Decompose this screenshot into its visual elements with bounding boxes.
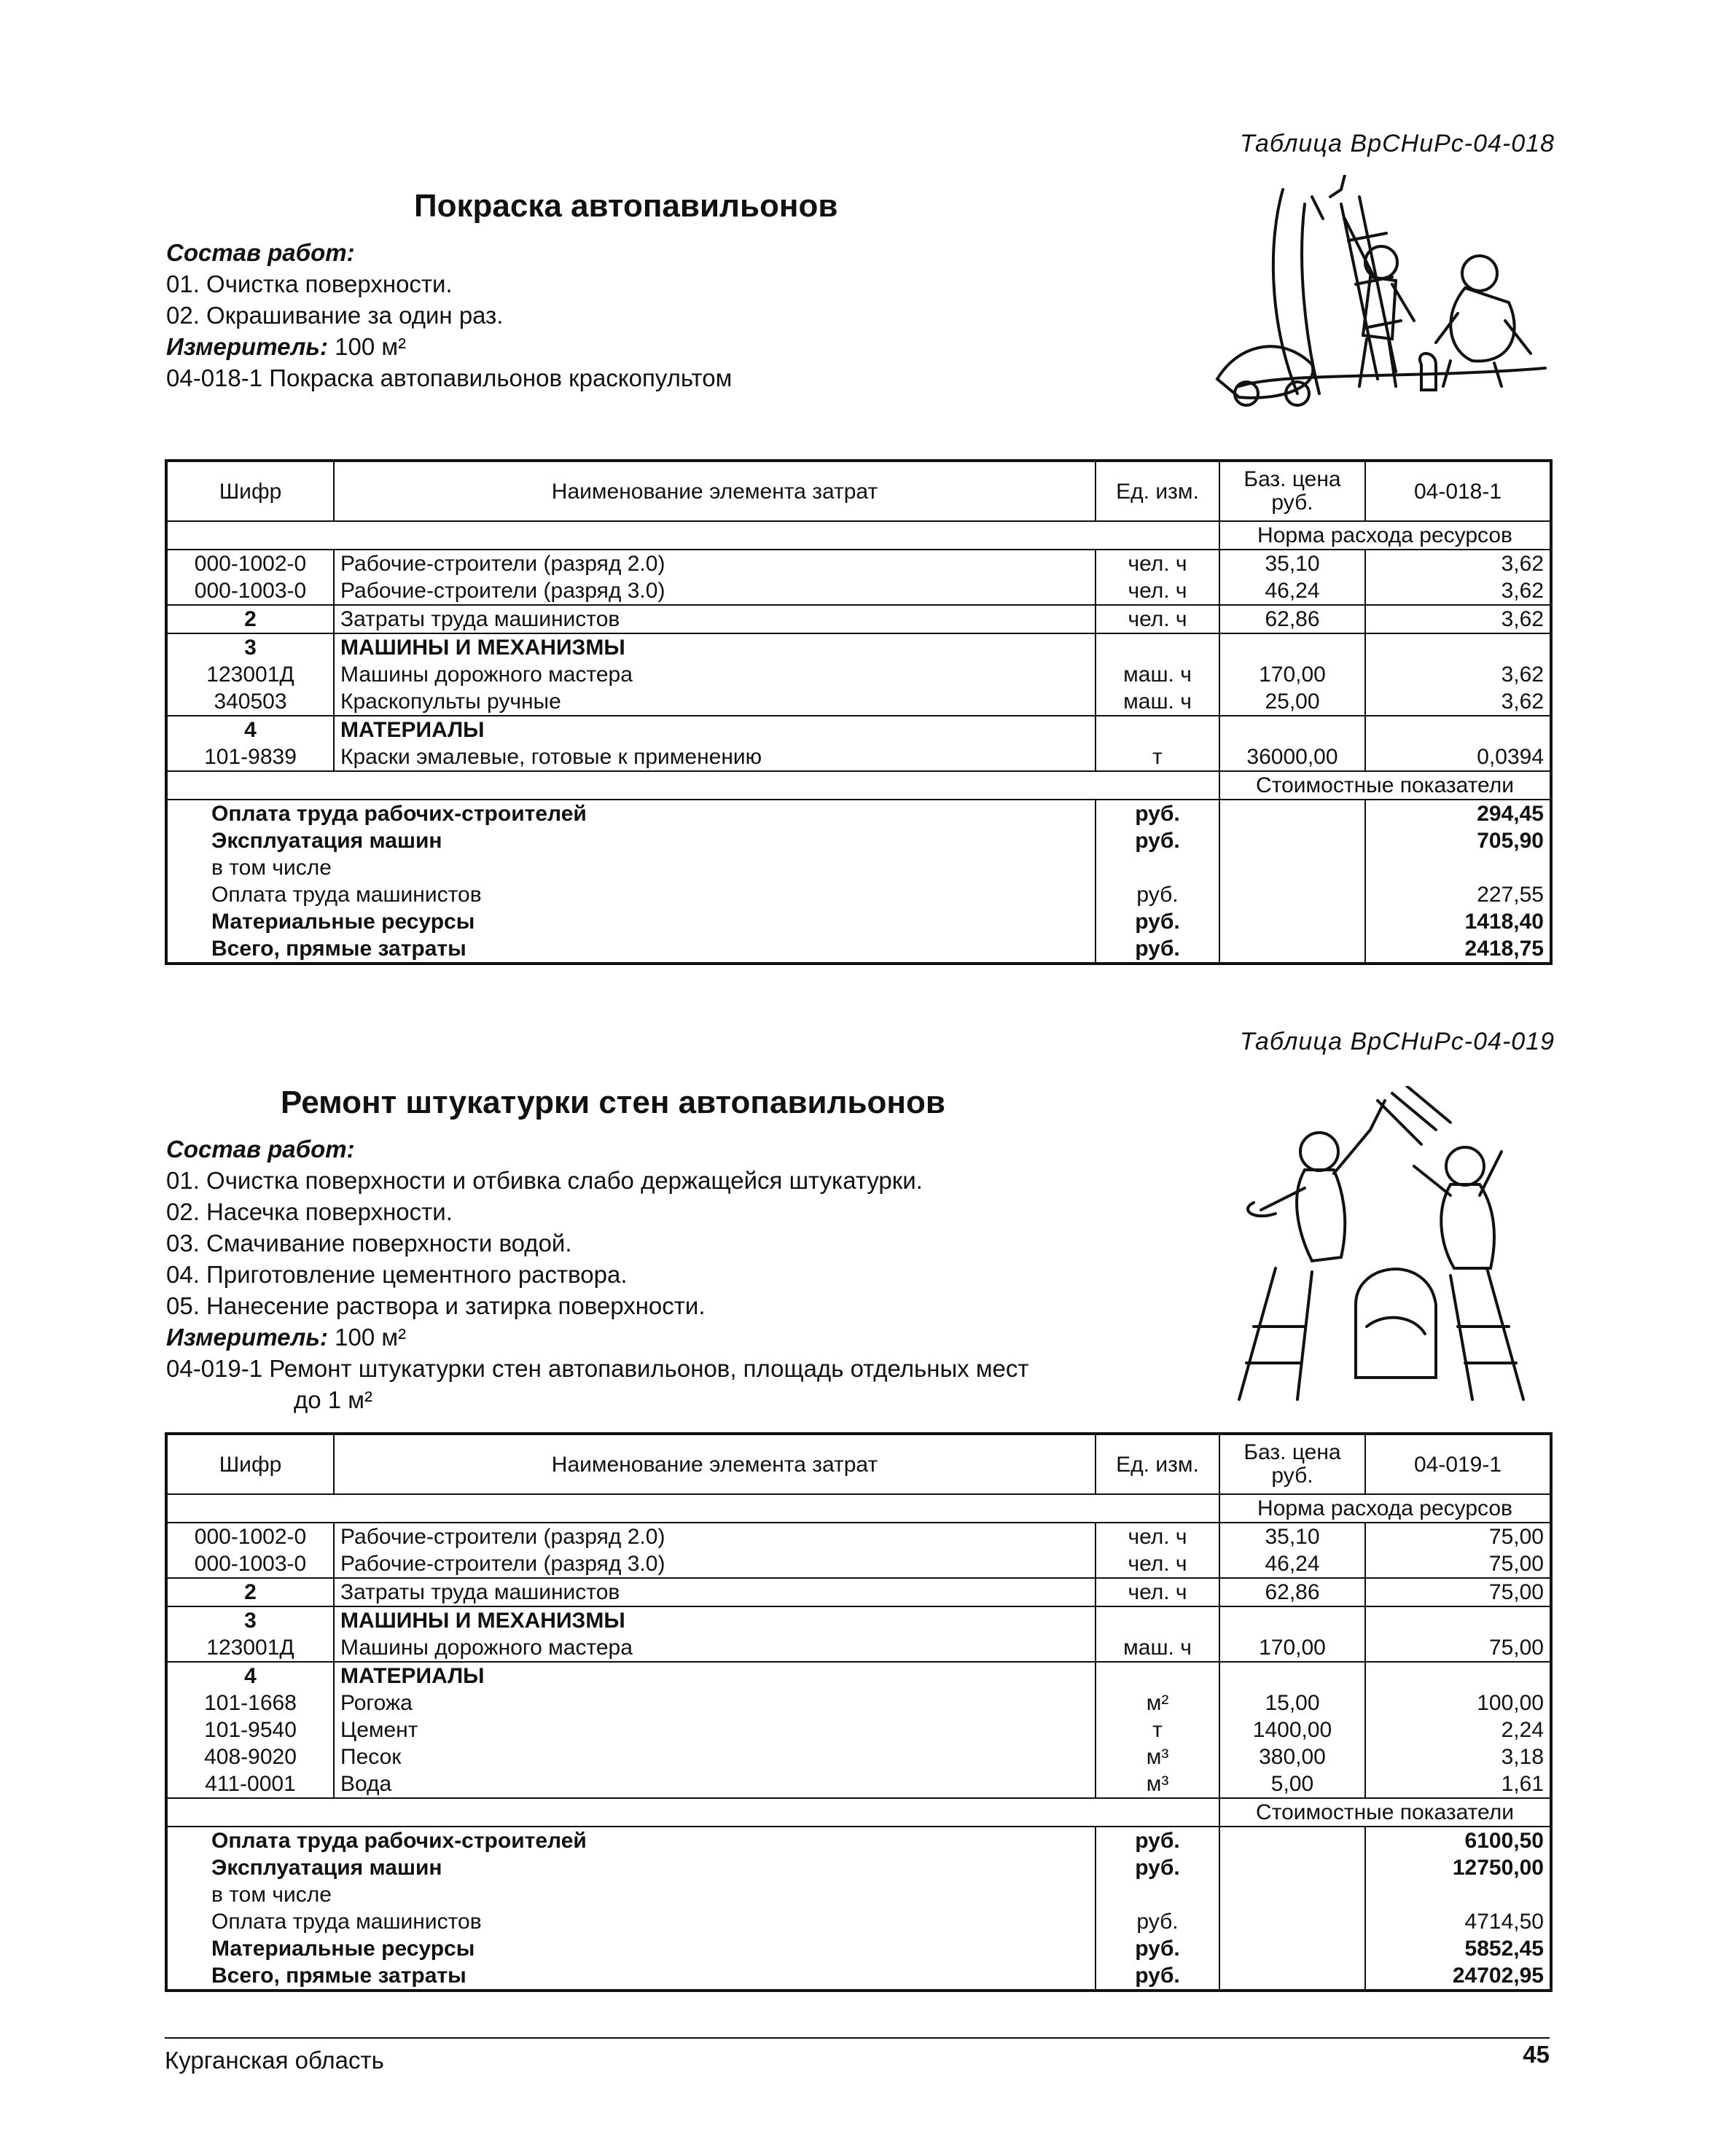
row-name: Цемент <box>334 1716 1096 1743</box>
cost-band-row <box>166 771 1551 800</box>
meter-label: Измеритель: <box>166 333 328 360</box>
section-title: Покраска автопавильонов <box>414 188 838 224</box>
work-step: 01. Очистка поверхности и отбивка слабо держащейся штукатурки. <box>166 1167 923 1194</box>
work-description <box>166 1133 1029 1415</box>
cost-unit: руб. <box>1096 827 1219 854</box>
col-header-unit: Ед. изм. <box>1096 461 1219 521</box>
row-unit: маш. ч <box>1096 688 1219 716</box>
row-price: 46,24 <box>1219 577 1365 605</box>
cost-value: 227,55 <box>1477 883 1544 907</box>
table-id: Таблица ВрСНиРс-04-018 <box>1239 130 1555 157</box>
cost-name: Эксплуатация машин <box>166 827 1096 854</box>
row-unit: чел. ч <box>1096 577 1219 605</box>
cost-name: Оплата труда машинистов <box>166 881 1096 908</box>
row-code: 3 <box>166 633 334 661</box>
row-value: 3,62 <box>1501 663 1544 687</box>
cost-row <box>166 1962 1551 1991</box>
row-unit: маш. ч <box>1096 661 1219 688</box>
row-unit: м² <box>1096 1690 1219 1716</box>
row-price <box>1219 1662 1365 1690</box>
cost-name: Материальные ресурсы <box>166 908 1096 935</box>
resource-row <box>166 1634 1551 1662</box>
code-description-cont: до 1 м² <box>294 1386 372 1413</box>
cost-price-empty <box>1219 1854 1365 1881</box>
row-unit <box>1096 1662 1219 1690</box>
row-price: 25,00 <box>1219 688 1365 716</box>
cost-value: 705,90 <box>1477 829 1544 853</box>
cost-name: Оплата труда рабочих-строителей <box>166 1827 1096 1854</box>
cost-unit: руб. <box>1096 1827 1219 1854</box>
resource-row <box>166 550 1551 577</box>
row-price: 1400,00 <box>1219 1716 1365 1743</box>
cost-row <box>166 1908 1551 1935</box>
resource-row <box>166 577 1551 605</box>
resource-row <box>166 661 1551 688</box>
resource-row <box>166 1662 1551 1690</box>
row-value: 75,00 <box>1488 1552 1544 1576</box>
row-code: 2 <box>166 605 334 633</box>
cost-value: 294,45 <box>1477 802 1544 826</box>
row-price: 35,10 <box>1219 1523 1365 1550</box>
cost-row <box>166 1881 1551 1908</box>
row-price: 36000,00 <box>1219 743 1365 771</box>
col-header-rate: 04-018-1 <box>1365 461 1551 521</box>
row-price <box>1219 716 1365 743</box>
row-unit: м³ <box>1096 1743 1219 1770</box>
row-unit: м³ <box>1096 1770 1219 1798</box>
plasterers-illustration <box>1210 1086 1553 1407</box>
cost-price-empty <box>1219 881 1365 908</box>
row-code: 4 <box>166 716 334 743</box>
row-name: Рабочие-строители (разряд 3.0) <box>334 1550 1096 1578</box>
row-value: 75,00 <box>1488 1525 1544 1549</box>
cost-name: Оплата труда машинистов <box>166 1908 1096 1935</box>
resource-row <box>166 1523 1551 1550</box>
cost-price-empty <box>1219 908 1365 935</box>
cost-row <box>166 1854 1551 1881</box>
row-code: 101-1668 <box>166 1690 334 1716</box>
row-unit: чел. ч <box>1096 550 1219 577</box>
row-name: Вода <box>334 1770 1096 1798</box>
row-price: 170,00 <box>1219 661 1365 688</box>
cost-value: 4714,50 <box>1464 1910 1544 1934</box>
cost-name: в том числе <box>166 1881 1096 1908</box>
row-value: 2,24 <box>1501 1718 1544 1742</box>
row-code: 408-9020 <box>166 1743 334 1770</box>
row-name: Рогожа <box>334 1690 1096 1716</box>
row-price <box>1219 633 1365 661</box>
resource-row <box>166 605 1551 633</box>
row-code: 340503 <box>166 688 334 716</box>
cost-price-empty <box>1219 1908 1365 1935</box>
cost-row <box>166 881 1551 908</box>
cost-name: Эксплуатация машин <box>166 1854 1096 1881</box>
row-unit <box>1096 716 1219 743</box>
row-price <box>1219 1606 1365 1634</box>
row-value: 0,0394 <box>1477 745 1544 769</box>
cost-value: 2418,75 <box>1464 937 1544 961</box>
col-header-price: Баз. цена руб. <box>1219 1434 1365 1494</box>
cost-row <box>166 1827 1551 1854</box>
row-code: 411-0001 <box>166 1770 334 1798</box>
resource-row <box>166 688 1551 716</box>
cost-price-empty <box>1219 1962 1365 1991</box>
row-name: МАТЕРИАЛЫ <box>334 1662 1096 1690</box>
cost-label: Стоимостные показатели <box>1219 1798 1551 1827</box>
composition-label: Состав работ: <box>166 1136 355 1163</box>
row-value: 3,62 <box>1501 579 1544 603</box>
col-header-code: Шифр <box>166 1434 334 1494</box>
row-unit: маш. ч <box>1096 1634 1219 1662</box>
cost-row <box>166 854 1551 881</box>
row-value <box>1365 633 1551 661</box>
cost-unit: руб. <box>1096 1962 1219 1991</box>
footer-divider <box>165 2037 1550 2039</box>
row-name: Рабочие-строители (разряд 2.0) <box>334 550 1096 577</box>
row-code: 101-9839 <box>166 743 334 771</box>
cost-name: Всего, прямые затраты <box>166 935 1096 964</box>
col-header-code: Шифр <box>166 461 334 521</box>
row-price: 46,24 <box>1219 1550 1365 1578</box>
norm-label: Норма расхода ресурсов <box>1219 521 1551 550</box>
col-header-name: Наименование элемента затрат <box>334 1434 1096 1494</box>
cost-unit: руб. <box>1096 881 1219 908</box>
row-unit: чел. ч <box>1096 1523 1219 1550</box>
row-unit: чел. ч <box>1096 605 1219 633</box>
norm-band-row <box>166 1494 1551 1523</box>
composition-label: Состав работ: <box>166 239 355 266</box>
footer-region: Курганская область <box>165 2047 384 2074</box>
row-price: 15,00 <box>1219 1690 1365 1716</box>
cost-row <box>166 827 1551 854</box>
row-code: 123001Д <box>166 1634 334 1662</box>
row-unit: чел. ч <box>1096 1578 1219 1606</box>
resource-row <box>166 1770 1551 1798</box>
row-value: 75,00 <box>1488 1636 1544 1660</box>
cost-row <box>166 908 1551 935</box>
cost-row <box>166 800 1551 827</box>
cost-unit: руб. <box>1096 1935 1219 1962</box>
row-name: Машины дорожного мастера <box>334 1634 1096 1662</box>
cost-price-empty <box>1219 800 1365 827</box>
row-value: 3,18 <box>1501 1745 1544 1769</box>
meter-value: 100 м² <box>335 1324 407 1351</box>
col-header-unit: Ед. изм. <box>1096 1434 1219 1494</box>
resource-row <box>166 716 1551 743</box>
cost-band-row <box>166 1798 1551 1827</box>
cost-unit <box>1096 854 1219 881</box>
cost-value: 12750,00 <box>1452 1856 1544 1880</box>
norm-band-row <box>166 521 1551 550</box>
cost-price-empty <box>1219 1935 1365 1962</box>
cost-unit: руб. <box>1096 908 1219 935</box>
row-name: Краски эмалевые, готовые к применению <box>334 743 1096 771</box>
row-value: 3,62 <box>1365 605 1551 633</box>
cost-value: 24702,95 <box>1452 1964 1544 1988</box>
cost-unit: руб. <box>1096 800 1219 827</box>
row-name: Затраты труда машинистов <box>334 1578 1096 1606</box>
row-name: МАШИНЫ И МЕХАНИЗМЫ <box>334 1606 1096 1634</box>
cost-name: Материальные ресурсы <box>166 1935 1096 1962</box>
meter-value: 100 м² <box>335 333 407 360</box>
work-step: 02. Окрашивание за один раз. <box>166 302 504 329</box>
meter-label: Измеритель: <box>166 1324 328 1351</box>
work-step: 05. Нанесение раствора и затирка поверхности. <box>166 1292 706 1319</box>
cost-price-empty <box>1219 1827 1365 1854</box>
cost-row <box>166 935 1551 964</box>
resource-row <box>166 1743 1551 1770</box>
row-value: 3,62 <box>1501 552 1544 576</box>
row-price: 170,00 <box>1219 1634 1365 1662</box>
cost-unit: руб. <box>1096 1908 1219 1935</box>
cost-price-empty <box>1219 854 1365 881</box>
cost-row <box>166 1935 1551 1962</box>
cost-value <box>1365 1881 1551 1908</box>
resource-row <box>166 633 1551 661</box>
row-name: Затраты труда машинистов <box>334 605 1096 633</box>
row-price: 62,86 <box>1219 1578 1365 1606</box>
resource-row <box>166 1716 1551 1743</box>
row-value: 3,62 <box>1501 690 1544 714</box>
row-code: 123001Д <box>166 661 334 688</box>
cost-name: Оплата труда рабочих-строителей <box>166 800 1096 827</box>
cost-table <box>165 1432 1553 1992</box>
cost-price-empty <box>1219 935 1365 964</box>
row-unit: т <box>1096 743 1219 771</box>
cost-unit <box>1096 1881 1219 1908</box>
code-description: 04-018-1 Покраска автопавильонов краскопультом <box>166 364 733 391</box>
row-code: 4 <box>166 1662 334 1690</box>
row-value: 75,00 <box>1365 1578 1551 1606</box>
row-name: Машины дорожного мастера <box>334 661 1096 688</box>
cost-value: 1418,40 <box>1464 910 1544 934</box>
row-name: Рабочие-строители (разряд 2.0) <box>334 1523 1096 1550</box>
row-name: Рабочие-строители (разряд 3.0) <box>334 577 1096 605</box>
work-step: 02. Насечка поверхности. <box>166 1198 453 1225</box>
row-name: МАТЕРИАЛЫ <box>334 716 1096 743</box>
row-value: 100,00 <box>1477 1691 1544 1715</box>
row-value: 1,61 <box>1501 1772 1544 1796</box>
row-unit <box>1096 1606 1219 1634</box>
work-description <box>166 237 732 394</box>
row-unit: чел. ч <box>1096 1550 1219 1578</box>
row-price: 5,00 <box>1219 1770 1365 1798</box>
resource-row <box>166 743 1551 771</box>
row-code: 2 <box>166 1578 334 1606</box>
col-header-price: Баз. цена руб. <box>1219 461 1365 521</box>
row-value <box>1365 1662 1551 1690</box>
code-description: 04-019-1 Ремонт штукатурки стен автопавильонов, площадь отдельных мест <box>166 1355 1029 1382</box>
cost-value: 5852,45 <box>1464 1937 1544 1961</box>
table-id: Таблица ВрСНиРс-04-019 <box>1239 1028 1555 1055</box>
row-name: МАШИНЫ И МЕХАНИЗМЫ <box>334 633 1096 661</box>
work-step: 04. Приготовление цементного раствора. <box>166 1261 628 1288</box>
row-value <box>1365 716 1551 743</box>
cost-value: 6100,50 <box>1464 1829 1544 1853</box>
row-value <box>1365 1606 1551 1634</box>
col-header-name: Наименование элемента затрат <box>334 461 1096 521</box>
work-step: 01. Очистка поверхности. <box>166 270 453 297</box>
row-price: 62,86 <box>1219 605 1365 633</box>
cost-price-empty <box>1219 1881 1365 1908</box>
cost-name: в том числе <box>166 854 1096 881</box>
section-title: Ремонт штукатурки стен автопавильонов <box>281 1085 945 1120</box>
cost-label: Стоимостные показатели <box>1219 771 1551 800</box>
cost-unit: руб. <box>1096 935 1219 964</box>
row-price: 380,00 <box>1219 1743 1365 1770</box>
row-name: Песок <box>334 1743 1096 1770</box>
table-header-row <box>166 461 1551 521</box>
row-code: 101-9540 <box>166 1716 334 1743</box>
work-step: 03. Смачивание поверхности водой. <box>166 1230 572 1257</box>
row-name: Краскопульты ручные <box>334 688 1096 716</box>
cost-value <box>1365 854 1551 881</box>
row-code: 000-1002-0 <box>166 1523 334 1550</box>
resource-row <box>166 1606 1551 1634</box>
cost-name: Всего, прямые затраты <box>166 1962 1096 1991</box>
row-code: 000-1003-0 <box>166 577 334 605</box>
norm-label: Норма расхода ресурсов <box>1219 1494 1551 1523</box>
row-code: 000-1002-0 <box>166 550 334 577</box>
row-code: 3 <box>166 1606 334 1634</box>
table-header-row <box>166 1434 1551 1494</box>
resource-row <box>166 1550 1551 1578</box>
painters-illustration <box>1195 175 1560 423</box>
resource-row <box>166 1690 1551 1716</box>
col-header-rate: 04-019-1 <box>1365 1434 1551 1494</box>
row-price: 35,10 <box>1219 550 1365 577</box>
row-code: 000-1003-0 <box>166 1550 334 1578</box>
resource-row <box>166 1578 1551 1606</box>
page-number: 45 <box>1523 2041 1550 2068</box>
row-unit <box>1096 633 1219 661</box>
cost-table <box>165 459 1553 965</box>
cost-unit: руб. <box>1096 1854 1219 1881</box>
row-unit: т <box>1096 1716 1219 1743</box>
cost-price-empty <box>1219 827 1365 854</box>
